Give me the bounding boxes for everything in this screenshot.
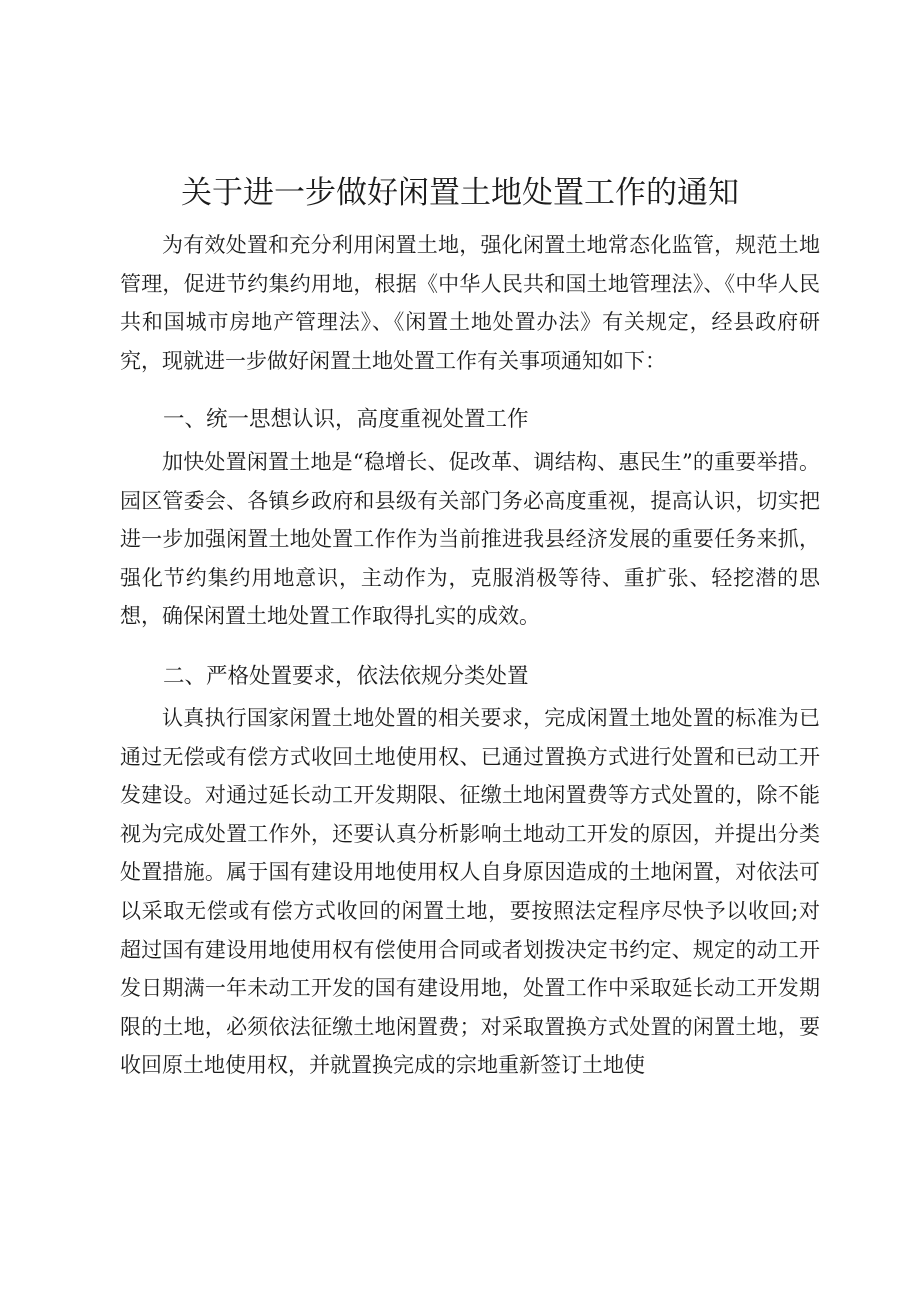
section-2-paragraph xyxy=(120,699,820,1085)
document-title: 关于进一步做好闲置土地处置工作的通知 xyxy=(181,175,739,211)
section-2-text: 认真执行国家闲置土地处置的相关要求，完成闲置土地处置的标准为已通过无偿或有偿方式收回土地使用权、已通过置换方式进行处置和已动工开发建设。对通过延长动工开发期限、征缴土地闲置费等方式处置的，除不能视为完成处置工作外，还要认真分析影响土地动工开发的原因，并提出分类处置措施。属于国有建设用地使用权人自身原因造成的土地闲置，对依法可以采取无偿或有偿方式收回的闲置土地，要按照法定程序尽快予以收回;对超过国有建设用地使用权有偿使用合同或者划拨决定书约定、规定的动工开发日期满一年未动工开发的国有建设用地，处置工作中采取延长动工开发期限的土地，必须依法征缴土地闲置费；对采取置换方式处置的闲置土地，要收回原土地使用权，并就置换完成的宗地重新签订土地使 xyxy=(120,706,820,1078)
section-1-heading: 一、统一思想认识，高度重视处置工作 xyxy=(163,407,529,432)
section-1-paragraph xyxy=(120,443,820,636)
section-2-heading: 二、严格处置要求，依法依规分类处置 xyxy=(163,664,529,689)
intro-text: 为有效处置和充分利用闲置土地，强化闲置土地常态化监管，规范土地管理，促进节约集约用地，根据《中华人民共和国土地管理法》、《中华人民共和国城市房地产管理法》、《闲置土地处置办法》有关规定，经县政府研究，现就进一步做好闲置土地处置工作有关事项通知如下： xyxy=(120,233,820,373)
intro-paragraph xyxy=(120,226,820,380)
section-1-text: 加快处置闲置土地是“稳增长、促改革、调结构、惠民生”的重要举措。园区管委会、各镇乡政府和县级有关部门务必高度重视，提高认识，切实把进一步加强闲置土地处置工作作为当前推进我县经济发展的重要任务来抓，强化节约集约用地意识，主动作为，克服消极等待、重扩张、轻挖潜的思想，确保闲置土地处置工作取得扎实的成效。 xyxy=(120,450,820,629)
